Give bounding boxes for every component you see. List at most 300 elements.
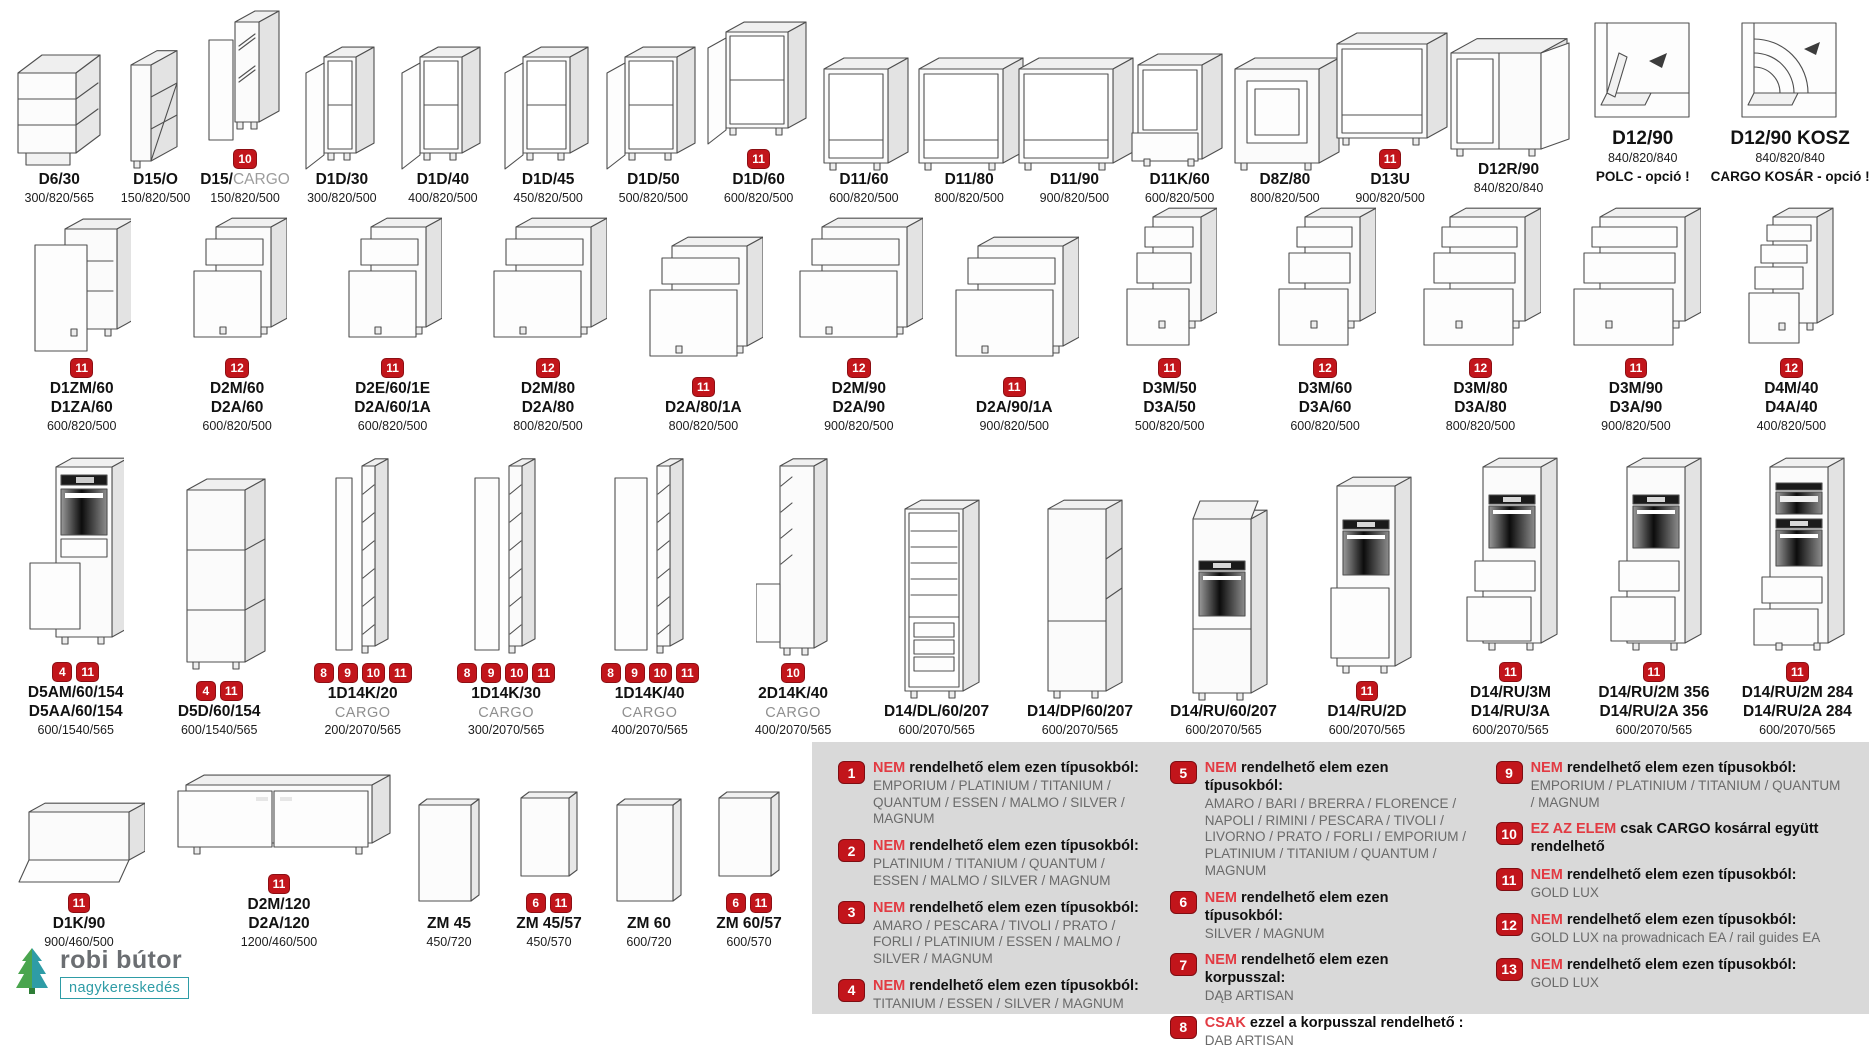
footnote-badge-5: 5	[1170, 761, 1197, 784]
cabinet-cell-2d14k-40	[721, 446, 864, 738]
footnote-badges	[692, 377, 715, 397]
model-code-light: CARGO	[232, 170, 290, 188]
cabinet-drawing	[1420, 195, 1541, 355]
cargo-label: CARGO	[621, 704, 678, 721]
footnote-badges	[536, 358, 559, 378]
dimensions: 400/2070/565	[754, 722, 832, 737]
footnote-badge-10: 10	[233, 149, 256, 169]
footnote-badge-11: 11	[1499, 662, 1522, 682]
cabinet-drawing	[1011, 41, 1137, 171]
bottom-section	[4, 742, 1869, 1048]
legend-lead: NEM	[1530, 760, 1567, 776]
model-code: D11/80	[944, 170, 994, 188]
footnote-badge-3: 3	[838, 901, 865, 924]
cabinet-drawing	[33, 203, 131, 355]
footnote-badges	[1003, 377, 1026, 397]
footnote-badge-11: 11	[68, 893, 91, 913]
cabinet-cell-d1d-50	[601, 31, 706, 206]
footnote-badges	[1313, 358, 1336, 378]
legend-body: DĄB ARTISAN	[1204, 988, 1294, 1004]
footnote-badge-8: 8	[601, 663, 621, 683]
footnote-badge-11: 11	[1625, 358, 1648, 378]
model-code: ZM 45/57	[516, 914, 582, 932]
dimensions: 600/2070/565	[1759, 722, 1836, 737]
legend-lead: NEM	[1530, 956, 1567, 973]
model-code-alt: D14/RU/2A 356	[1599, 702, 1709, 720]
model-code: D2M/60	[209, 379, 265, 397]
footnote-badges	[381, 358, 404, 378]
dimensions: 150/820/500	[120, 190, 191, 205]
footnote-badges	[1643, 662, 1666, 682]
dimensions: 900/820/500	[979, 418, 1049, 433]
footnote-badge-11: 11	[220, 681, 243, 701]
cabinet-drawing	[304, 31, 380, 171]
legend-item-12	[1496, 912, 1847, 947]
legend-body: GOLD LUX	[1530, 974, 1599, 990]
legend-item-2	[838, 838, 1142, 889]
legend-heading: rendelhető elem ezen típusokból:	[1566, 912, 1797, 929]
cabinet-drawing	[644, 222, 763, 374]
cabinet-drawing	[334, 446, 392, 660]
cabinet-drawing	[1587, 9, 1699, 127]
footnote-badge-2: 2	[838, 839, 865, 862]
cabinet-cell-d1d-30	[293, 31, 390, 206]
legend-body: EMPORIUM / PLATINIUM / TITANIUM / QUANTUM / ESSEN / MALMO / SILVER / MAGNUM	[873, 777, 1125, 827]
footnote-badge-12: 12	[536, 358, 559, 378]
footnote-badge-11: 11	[532, 663, 555, 683]
model-code: D12R/90	[1477, 160, 1540, 178]
dimensions: 840/820/840	[1607, 150, 1678, 165]
legend-heading: rendelhető elem ezen típusokból:	[1566, 760, 1797, 776]
cabinet-cell-d11-80	[917, 41, 1022, 206]
model-code-alt: D2A/60/1A	[354, 398, 431, 416]
legend-heading: rendelhető elem ezen korpusszal:	[1204, 952, 1389, 987]
cabinet-cell-d14-ru-2d	[1295, 464, 1438, 738]
model-code-alt: D2A/60	[210, 398, 264, 416]
legend-heading: ezzel a korpusszal rendelhető :	[1249, 1014, 1464, 1031]
legend-item-13	[1496, 957, 1847, 992]
legend-text	[1205, 890, 1468, 943]
footnote-badge-9: 9	[481, 663, 501, 683]
model-code: D12/90	[1612, 127, 1674, 149]
cabinet-cell-zm-45	[404, 789, 494, 950]
cabinet-drawing	[1443, 23, 1575, 161]
legend-text	[1531, 867, 1797, 902]
cabinet-cell-d2m-90	[781, 203, 936, 434]
model-code: D1D/60	[732, 170, 785, 188]
footnote-badge-12: 12	[847, 358, 870, 378]
footnote-badges	[1469, 358, 1492, 378]
footnote-badges	[268, 874, 291, 894]
footnote-badges	[233, 149, 256, 169]
legend-column-2	[1170, 760, 1468, 1060]
model-code-alt: D2A/80	[521, 398, 575, 416]
legend-heading: rendelhető elem ezen típusokból:	[909, 899, 1139, 916]
dimensions: 300/820/565	[24, 190, 95, 205]
dimensions: 400/820/500	[408, 190, 478, 205]
footnote-badge-11: 11	[389, 663, 412, 683]
cabinet-cell-d2a-80-1a	[626, 222, 781, 434]
cabinet-cell-zm-60	[604, 789, 694, 950]
legend-lead: NEM	[1204, 952, 1242, 969]
model-code: D14/DP/60/207	[1027, 702, 1134, 720]
dimensions: 800/820/500	[668, 418, 739, 433]
model-code-alt: D4A/40	[1765, 398, 1818, 416]
cabinet-cell-d3m-90	[1558, 195, 1713, 434]
model-code: D8Z/80	[1259, 170, 1311, 188]
legend-item-11	[1496, 867, 1847, 902]
footnote-badge-11: 11	[692, 377, 715, 397]
cabinet-drawing	[1745, 195, 1837, 355]
dimensions: 1200/460/500	[240, 934, 318, 949]
model-code: D14/RU/2M 356	[1598, 683, 1710, 701]
footnote-badge-12: 12	[1469, 358, 1492, 378]
legend-text	[873, 838, 1142, 889]
cabinet-cell-1d14k-30	[434, 446, 577, 738]
dimensions: 840/820/840	[1755, 150, 1825, 165]
legend-body: EMPORIUM / PLATINIUM / TITANIUM / QUANTUM / MAGNUM	[1530, 777, 1841, 810]
cabinet-drawing	[473, 446, 539, 660]
cabinet-cell-d15	[197, 0, 294, 206]
cabinet-drawing	[488, 203, 607, 355]
cabinet-cell-d11-60	[811, 41, 916, 206]
dimensions: 900/820/500	[824, 418, 894, 433]
cabinet-drawing	[413, 789, 485, 915]
footnote-badges	[781, 663, 804, 683]
dimensions: 150/820/500	[210, 190, 280, 205]
legend-body: GOLD LUX	[1530, 885, 1599, 901]
cabinet-drawing	[1748, 445, 1846, 659]
dimensions: 600/820/500	[357, 418, 428, 433]
dimensions: 600/1540/565	[37, 722, 114, 737]
legend-body: PLATINIUM / TITANIUM / QUANTUM / ESSEN / MALMO / SILVER / MAGNUM	[873, 856, 1111, 888]
model-code: D2E/60/1E	[355, 379, 431, 397]
legend-item-8	[1170, 1015, 1468, 1050]
dimensions: 600/1540/565	[180, 722, 258, 737]
model-code: D1D/30	[315, 170, 369, 188]
cabinet-cell-d1d-60	[706, 6, 811, 206]
cabinet-drawing	[13, 792, 145, 890]
model-code-alt: D1ZA/60	[50, 398, 113, 416]
cabinet-drawing	[10, 45, 108, 171]
cabinet-cell-d14-ru-3m	[1439, 445, 1582, 738]
model-code: D14/DL/60/207	[883, 702, 990, 720]
legend-lead: NEM	[873, 838, 910, 855]
logo-tree-icon	[14, 946, 50, 1001]
footnote-badge-12: 12	[1496, 913, 1523, 936]
cabinet-cell-d12r-90	[1443, 23, 1575, 196]
legend-heading: rendelhető elem ezen típusokból:	[909, 977, 1139, 994]
cabinet-cell-d5am-60-154	[4, 445, 147, 738]
model-code: D1D/40	[416, 170, 470, 188]
footnote-badges	[70, 358, 93, 378]
cabinet-cell-d12-90	[1574, 9, 1711, 184]
footnote-badges	[526, 893, 573, 913]
footnote-badge-11: 11	[76, 662, 99, 682]
model-code-alt: D3A/90	[1609, 398, 1663, 416]
legend-text	[1531, 912, 1821, 947]
tall-cabinets-row	[4, 438, 1869, 738]
model-code: 1D14K/20	[327, 684, 398, 702]
footnote-badges	[314, 663, 412, 683]
dimensions: 900/820/500	[1039, 190, 1110, 205]
model-code: D5D/60/154	[177, 702, 261, 720]
cabinet-drawing	[611, 789, 687, 915]
model-code: D2M/90	[831, 379, 886, 397]
footnote-badges	[601, 663, 699, 683]
cabinet-cell-1d14k-20	[291, 446, 434, 738]
cabinet-drawing	[613, 446, 687, 660]
legend-lead: NEM	[1530, 912, 1567, 929]
model-code: D4M/40	[1764, 379, 1819, 397]
dimensions: 900/460/500	[44, 934, 114, 949]
model-code: D1D/50	[627, 170, 680, 188]
cabinet-drawing	[1123, 195, 1217, 355]
footnote-legend	[812, 742, 1869, 1048]
cabinet-drawing	[1570, 195, 1701, 355]
footnote-badges	[68, 893, 91, 913]
cabinet-drawing	[343, 203, 442, 355]
legend-lead: NEM	[1204, 889, 1242, 906]
cabinet-cell-d6-30	[4, 45, 115, 206]
cabinet-cell-d2m-120	[154, 767, 404, 950]
cabinet-cell-d14-dp-60-207	[1008, 489, 1151, 738]
footnote-badge-10: 10	[505, 663, 528, 683]
footnote-badges	[196, 681, 243, 701]
cabinet-drawing	[1275, 195, 1376, 355]
model-code: D3M/80	[1453, 379, 1508, 397]
model-code: 2D14K/40	[758, 684, 828, 702]
cabinet-drawing	[911, 41, 1027, 171]
cabinet-drawing	[126, 37, 186, 171]
cabinet-drawing	[1227, 41, 1343, 171]
cabinet-drawing	[1461, 445, 1559, 659]
legend-item-4	[838, 978, 1142, 1013]
footnote-badge-8: 8	[457, 663, 477, 683]
legend-text	[873, 978, 1139, 1013]
footnote-badge-11: 11	[268, 874, 291, 894]
model-code: D3M/50	[1142, 379, 1197, 397]
footnote-badges	[1356, 681, 1379, 701]
footnote-badges	[747, 149, 770, 169]
cabinet-drawing	[188, 203, 287, 355]
model-code: D11/90	[1049, 170, 1099, 188]
dimensions: 600/820/500	[1290, 418, 1360, 433]
footnote-badge-6: 6	[526, 893, 546, 913]
footnote-badge-4: 4	[196, 681, 216, 701]
dimensions: 900/820/500	[1355, 190, 1425, 205]
model-code: 1D14K/30	[471, 684, 542, 702]
model-code: D13U	[1370, 170, 1410, 188]
footnote-badge-4: 4	[838, 979, 865, 1002]
cabinet-drawing	[400, 31, 486, 171]
cabinet-drawing	[1329, 16, 1451, 146]
model-code: D1ZM/60	[49, 379, 114, 397]
dimensions: 600/2070/565	[1041, 722, 1119, 737]
cabinet-cell-d11k-60	[1127, 39, 1232, 206]
legend-lead: EZ AZ ELEM	[1530, 821, 1621, 838]
cabinet-cell-d13u	[1338, 16, 1443, 206]
dimensions: 600/2070/565	[1185, 722, 1262, 737]
legend-item-1	[838, 760, 1142, 828]
model-code: D2M/80	[520, 379, 576, 397]
footnote-badges	[847, 358, 870, 378]
model-code: ZM 45	[427, 914, 471, 932]
dimensions: 600/2070/565	[898, 722, 975, 737]
model-code: D1D/45	[521, 170, 575, 188]
footnote-badge-11: 11	[747, 149, 770, 169]
legend-heading: rendelhető elem ezen típusokból:	[1566, 867, 1797, 884]
footnote-badge-11: 11	[1379, 149, 1402, 169]
legend-body: AMARO / BARI / BRERRA / FLORENCE / NAPOLI / RIMINI / PESCARA / TIVOLI / LIVORNO / PRATO / FORLI / EMPORIUM / PLATINIUM / TITANIUM / QUANTUM / MAGNUM	[1204, 795, 1467, 878]
footnote-badges	[225, 358, 248, 378]
cabinet-drawing	[950, 222, 1079, 374]
model-code-alt: D5AA/60/154	[28, 702, 123, 720]
footnote-badge-10: 10	[362, 663, 385, 683]
model-code: D2A/80/1A	[665, 398, 742, 416]
dimensions: 900/820/500	[1601, 418, 1671, 433]
dimensions: 300/820/500	[307, 190, 377, 205]
model-code-alt: D2A/120	[248, 914, 310, 932]
footnote-badges	[726, 893, 773, 913]
footnote-badge-12: 12	[225, 358, 248, 378]
footnote-badges	[52, 662, 99, 682]
dimensions: 600/820/500	[202, 418, 272, 433]
legend-lead: NEM	[1530, 867, 1567, 884]
footnote-badge-11: 11	[550, 893, 573, 913]
dimensions: 600/2070/565	[1615, 722, 1693, 737]
legend-lead: NEM	[873, 899, 910, 916]
legend-item-9	[1496, 760, 1847, 811]
legend-heading: rendelhető elem ezen típusokból:	[1204, 760, 1389, 794]
footnote-badges	[1379, 149, 1402, 169]
footnote-badge-11: 11	[1003, 377, 1026, 397]
footnote-badge-8: 8	[314, 663, 334, 683]
legend-lead: NEM	[1204, 760, 1242, 776]
model-code: D14/RU/2D	[1327, 702, 1407, 720]
footnote-badge-4: 4	[52, 662, 72, 682]
cabinet-cell-d3m-50	[1092, 195, 1247, 434]
cabinet-cell-d14-ru-60-207	[1152, 489, 1295, 738]
footnote-badge-11: 11	[1496, 868, 1523, 891]
legend-item-5	[1170, 760, 1468, 880]
cabinet-drawing	[891, 489, 983, 703]
cabinet-drawing	[706, 6, 812, 146]
option-note: CARGO KOSÁR - opció !	[1710, 169, 1870, 184]
cabinet-cell-d1d-40	[390, 31, 495, 206]
cabinet-drawing	[1319, 464, 1415, 678]
footnote-badge-11: 11	[381, 358, 404, 378]
cabinet-cell-d12-90-kosz	[1711, 9, 1869, 184]
model-code: D1K/90	[52, 914, 106, 932]
model-code: D15/O	[133, 170, 178, 188]
dimensions: 600/820/500	[723, 190, 794, 205]
cabinet-drawing	[503, 31, 594, 171]
dimensions: 600/570	[726, 934, 772, 949]
legend-text	[1205, 1015, 1464, 1050]
dimensions: 200/2070/565	[324, 722, 401, 737]
cabinet-cell-zm-60-57	[694, 782, 804, 950]
cabinet-cell-d8z-80	[1232, 41, 1337, 206]
cabinet-cell-1d14k-40	[578, 446, 721, 738]
cabinet-drawing	[160, 767, 398, 871]
cabinet-drawing	[515, 782, 583, 890]
model-code: D12/90 KOSZ	[1730, 127, 1850, 149]
cabinet-drawing	[816, 41, 912, 171]
cabinet-cell-d3m-80	[1403, 195, 1558, 434]
legend-heading: rendelhető elem ezen típusokból:	[1204, 889, 1389, 924]
legend-column-1	[838, 760, 1142, 1060]
dimensions: 840/820/840	[1473, 180, 1544, 195]
footnote-badge-10: 10	[781, 663, 804, 683]
footnote-badge-11: 11	[750, 893, 773, 913]
cabinet-drawing	[713, 782, 785, 890]
legend-text	[873, 760, 1142, 828]
footnote-badge-10: 10	[649, 663, 672, 683]
footnote-badge-11: 11	[1158, 358, 1181, 378]
cabinet-drawing	[171, 464, 267, 678]
dimensions: 600/720	[626, 934, 672, 949]
dimensions: 600/820/500	[829, 190, 899, 205]
option-note: POLC - opció !	[1595, 169, 1690, 184]
cabinet-cell-d5d-60-154	[147, 464, 290, 738]
cabinet-cell-d11-90	[1022, 41, 1127, 206]
legend-lead: NEM	[873, 977, 910, 994]
cabinet-cell-d4m-40	[1714, 195, 1869, 434]
legend-column-3	[1496, 760, 1847, 1060]
legend-heading: rendelhető elem ezen típusokból:	[909, 838, 1139, 855]
legend-text	[1531, 957, 1797, 992]
cabinet-cell-d2a-90-1a	[937, 222, 1092, 434]
cabinet-drawing	[1034, 489, 1126, 703]
legend-text	[1205, 760, 1468, 880]
footnote-badge-12: 12	[1313, 358, 1336, 378]
drawer-cabinets-row	[4, 210, 1869, 434]
cabinet-cell-d14-dl-60-207	[865, 489, 1008, 738]
footnote-badge-6: 6	[1170, 891, 1197, 914]
cabinet-cell-d14-ru-2m-356	[1582, 445, 1725, 738]
legend-lead: NEM	[873, 760, 910, 776]
model-code: D11K/60	[1149, 170, 1210, 188]
footnote-badges	[1625, 358, 1648, 378]
model-code: D15/CARGO	[200, 170, 290, 188]
cabinet-drawing	[1175, 489, 1271, 703]
legend-heading: rendelhető elem ezen típusokból:	[909, 760, 1139, 776]
cabinet-cell-d15-o	[115, 37, 197, 206]
dimensions: 600/2070/565	[1472, 722, 1549, 737]
cabinet-cell-d1d-45	[496, 31, 601, 206]
dimensions: 800/820/500	[1250, 190, 1320, 205]
model-code-alt: D14/RU/2A 284	[1742, 702, 1852, 720]
model-code-alt: D2A/90	[832, 398, 886, 416]
cabinet-cell-d1k-90	[4, 792, 154, 950]
footnote-badge-9: 9	[1496, 761, 1523, 784]
model-code: D11/60	[839, 170, 889, 188]
model-code: D2M/120	[247, 895, 311, 913]
footnote-badge-8: 8	[1170, 1016, 1197, 1039]
footnote-badge-1: 1	[838, 761, 865, 784]
footnote-badges	[1780, 358, 1803, 378]
footnote-badges	[1158, 358, 1181, 378]
footnote-badge-13: 13	[1496, 958, 1523, 981]
cabinet-drawing	[1734, 9, 1846, 127]
cabinet-cell-d1zm-60	[4, 203, 159, 434]
model-code: 1D14K/40	[614, 684, 685, 702]
model-code-alt: D3A/80	[1454, 398, 1507, 416]
footnote-badge-11: 11	[1786, 662, 1809, 682]
cabinet-drawing	[1130, 39, 1230, 171]
footnote-badges	[1786, 662, 1809, 682]
